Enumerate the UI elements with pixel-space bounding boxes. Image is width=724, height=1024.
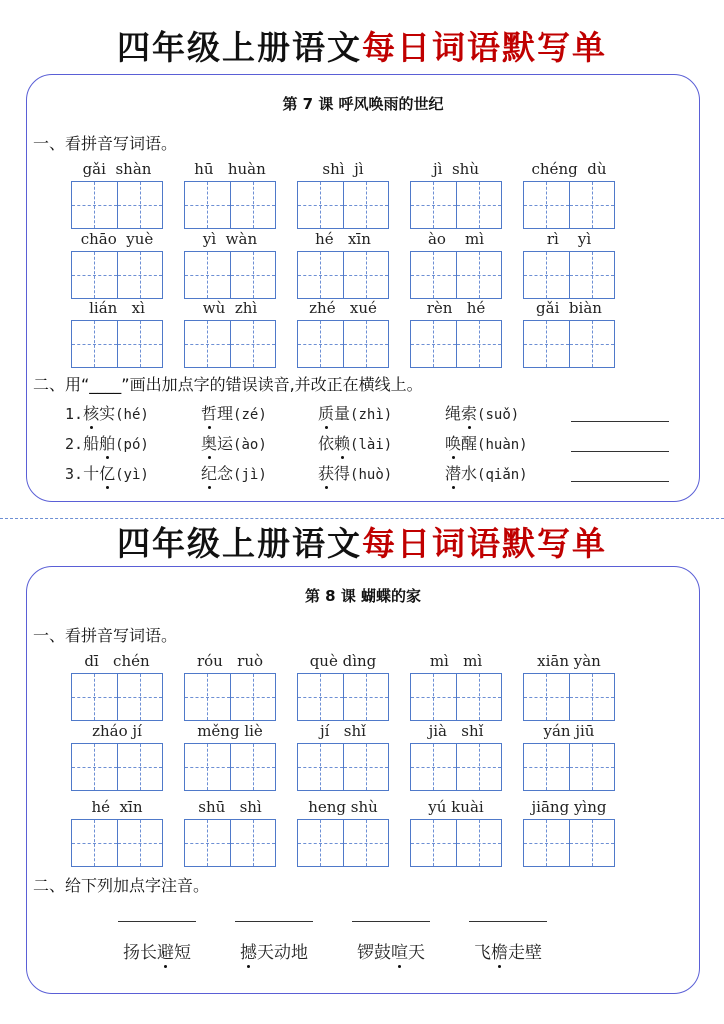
dotted-char: 获 — [318, 461, 334, 484]
pinyin-word[interactable] — [523, 298, 615, 368]
correction-row — [65, 461, 685, 489]
pinyin-word[interactable] — [523, 797, 615, 867]
pinyin-label: wù zhì — [202, 299, 258, 317]
pinyin-label: hū huàn — [194, 160, 266, 178]
idiom-text: 飞檐走壁 — [468, 938, 548, 963]
pinyin-label: yán jiū — [543, 722, 595, 740]
answer-line[interactable] — [235, 921, 313, 922]
writing-grid[interactable] — [410, 181, 502, 229]
writing-grid[interactable] — [297, 181, 389, 229]
pinyin-word[interactable] — [297, 229, 389, 299]
dotted-char: 唤 — [445, 431, 461, 454]
char-box[interactable] — [72, 674, 117, 720]
pinyin-word[interactable] — [184, 651, 276, 721]
writing-grid[interactable] — [410, 819, 502, 867]
dotted-char: 喧 — [391, 938, 408, 963]
char-box[interactable] — [230, 674, 276, 720]
correction-item: 2.船舶(pó) — [65, 431, 149, 454]
pinyin-word[interactable] — [184, 797, 276, 867]
char-box[interactable] — [117, 674, 163, 720]
title-dictation: 每日词语默写单 — [362, 28, 607, 67]
section-pinyin-heading: 一、看拼音写词语。 — [33, 626, 178, 645]
writing-grid[interactable] — [410, 251, 502, 299]
char-box[interactable] — [343, 744, 389, 790]
pinyin-label: jià shǐ — [428, 722, 484, 740]
char-box[interactable] — [117, 182, 163, 228]
char-box[interactable] — [298, 674, 343, 720]
lesson-title: 第 8 课 蝴蝶的家 — [304, 587, 422, 605]
char-box[interactable] — [456, 252, 502, 298]
pinyin-label: chāo yuè — [80, 230, 154, 248]
answer-line[interactable] — [571, 481, 669, 482]
writing-grid[interactable] — [71, 743, 163, 791]
char-box[interactable] — [298, 321, 343, 367]
writing-grid[interactable] — [71, 181, 163, 229]
char-box[interactable] — [411, 744, 456, 790]
char-box[interactable] — [411, 182, 456, 228]
answer-line[interactable] — [118, 921, 196, 922]
pinyin-label: hé xīn — [315, 230, 371, 248]
writing-grid[interactable] — [184, 673, 276, 721]
writing-grid[interactable] — [71, 673, 163, 721]
char-box[interactable] — [230, 321, 276, 367]
writing-grid[interactable] — [410, 673, 502, 721]
correction-item: 获得(huò) — [318, 461, 392, 484]
pinyin-label: dī chén — [84, 652, 150, 670]
correction-item: 质量(zhì) — [318, 401, 392, 424]
pinyin-word[interactable] — [410, 298, 502, 368]
pinyin-word[interactable] — [297, 797, 389, 867]
char-box[interactable] — [411, 321, 456, 367]
pinyin-label: měng liè — [197, 722, 263, 740]
pinyin-label: jí shǐ — [320, 722, 366, 740]
pinyin-word[interactable] — [410, 797, 502, 867]
pinyin-word[interactable] — [71, 298, 163, 368]
pinyin-label: hé xīn — [91, 798, 143, 816]
char-box[interactable] — [185, 820, 230, 866]
char-box[interactable] — [524, 744, 569, 790]
char-box[interactable] — [569, 744, 615, 790]
writing-grid[interactable] — [184, 819, 276, 867]
dotted-char: 檐 — [491, 938, 508, 963]
pinyin-label: jì shù — [432, 160, 479, 178]
pinyin-word[interactable] — [184, 159, 276, 229]
correction-item: 哲理(zé) — [201, 401, 267, 424]
char-box[interactable] — [569, 820, 615, 866]
char-box[interactable] — [72, 820, 117, 866]
pinyin-label: yú kuài — [428, 798, 484, 816]
correction-item: 奥运(ào) — [201, 431, 267, 454]
section-correction-heading: 二、用“____”画出加点字的错误读音,并改正在横线上。 — [33, 375, 423, 394]
worksheet-title — [0, 28, 724, 68]
char-box[interactable] — [230, 820, 276, 866]
lesson-title: 第 7 课 呼风唤雨的世纪 — [282, 95, 444, 113]
writing-grid[interactable] — [523, 743, 615, 791]
char-box[interactable] — [298, 182, 343, 228]
section-annotate-heading: 二、给下列加点字注音。 — [33, 876, 210, 895]
dotted-char: 质 — [318, 401, 334, 424]
correction-item: 潜水(qiǎn) — [445, 461, 528, 484]
char-box[interactable] — [524, 252, 569, 298]
lesson-7-card — [26, 74, 700, 502]
char-box[interactable] — [230, 252, 276, 298]
char-box[interactable] — [456, 321, 502, 367]
writing-grid[interactable] — [297, 320, 389, 368]
char-box[interactable] — [117, 321, 163, 367]
char-box[interactable] — [185, 321, 230, 367]
pinyin-word[interactable] — [523, 651, 615, 721]
title-dictation: 每日词语默写单 — [362, 524, 607, 563]
char-box[interactable] — [569, 674, 615, 720]
pinyin-label: chéng dù — [531, 160, 607, 178]
idiom-text: 撼天动地 — [234, 938, 314, 963]
dotted-char: 哲 — [201, 401, 217, 424]
char-box[interactable] — [72, 744, 117, 790]
pinyin-label: róu ruò — [196, 652, 264, 670]
writing-grid[interactable] — [184, 251, 276, 299]
pinyin-label: heng shù — [308, 798, 378, 816]
writing-grid[interactable] — [523, 320, 615, 368]
char-box[interactable] — [230, 744, 276, 790]
dotted-char: 奥 — [201, 431, 217, 454]
correction-row — [65, 401, 685, 429]
dotted-char: 避 — [157, 938, 174, 963]
dotted-char: 核 — [83, 401, 99, 424]
char-box[interactable] — [117, 820, 163, 866]
pinyin-word[interactable] — [71, 721, 163, 791]
dotted-char: 纪 — [201, 461, 217, 484]
pinyin-label: zháo jí — [92, 722, 142, 740]
writing-grid[interactable] — [184, 181, 276, 229]
char-box[interactable] — [569, 182, 615, 228]
writing-grid[interactable] — [297, 819, 389, 867]
cut-divider — [0, 518, 724, 519]
char-box[interactable] — [185, 674, 230, 720]
char-box[interactable] — [185, 744, 230, 790]
correction-item: 纪念(jì) — [201, 461, 267, 484]
char-box[interactable] — [72, 252, 117, 298]
char-box[interactable] — [524, 674, 569, 720]
title-grade: 四年级上册语文 — [117, 524, 362, 563]
correction-item: 依赖(lài) — [318, 431, 392, 454]
writing-grid[interactable] — [523, 181, 615, 229]
char-box[interactable] — [524, 321, 569, 367]
correction-item: 1.核实(hé) — [65, 401, 149, 424]
writing-grid[interactable] — [71, 819, 163, 867]
writing-grid[interactable] — [410, 320, 502, 368]
pinyin-label: rì yì — [546, 230, 592, 248]
char-box[interactable] — [185, 182, 230, 228]
writing-grid[interactable] — [71, 320, 163, 368]
char-box[interactable] — [343, 182, 389, 228]
writing-grid[interactable] — [184, 320, 276, 368]
answer-line[interactable] — [571, 421, 669, 422]
char-box[interactable] — [72, 321, 117, 367]
section-pinyin-heading: 一、看拼音写词语。 — [33, 134, 178, 153]
char-box[interactable] — [456, 674, 502, 720]
char-box[interactable] — [117, 744, 163, 790]
pinyin-word[interactable] — [71, 159, 163, 229]
idiom-item — [351, 921, 431, 963]
char-box[interactable] — [298, 820, 343, 866]
pinyin-label: lián xì — [89, 299, 145, 317]
pinyin-word[interactable] — [184, 721, 276, 791]
pinyin-word[interactable] — [297, 298, 389, 368]
dotted-char: 潜 — [445, 461, 461, 484]
char-box[interactable] — [411, 674, 456, 720]
pinyin-label: jiāng yìng — [531, 798, 607, 816]
idiom-item — [468, 921, 548, 963]
idiom-item — [117, 921, 197, 963]
pinyin-word[interactable] — [71, 797, 163, 867]
char-box[interactable] — [411, 820, 456, 866]
answer-line[interactable] — [352, 921, 430, 922]
correction-item: 唤醒(huàn) — [445, 431, 528, 454]
char-box[interactable] — [456, 182, 502, 228]
pinyin-label: shū shì — [198, 798, 262, 816]
pinyin-label: gǎi shàn — [82, 160, 152, 178]
pinyin-word[interactable] — [297, 651, 389, 721]
pinyin-label: què dìng — [309, 652, 377, 670]
correction-row — [65, 431, 685, 459]
char-box[interactable] — [343, 321, 389, 367]
pinyin-word[interactable] — [523, 159, 615, 229]
pinyin-label: gǎi biàn — [536, 299, 602, 317]
pinyin-word[interactable] — [410, 651, 502, 721]
pinyin-label: yì wàn — [202, 230, 258, 248]
pinyin-word[interactable] — [297, 159, 389, 229]
idiom-text: 扬长避短 — [117, 938, 197, 963]
answer-line[interactable] — [469, 921, 547, 922]
writing-grid[interactable] — [297, 743, 389, 791]
char-box[interactable] — [456, 820, 502, 866]
pinyin-label: rèn hé — [426, 299, 486, 317]
pinyin-word[interactable] — [184, 298, 276, 368]
char-box[interactable] — [230, 182, 276, 228]
writing-grid[interactable] — [523, 251, 615, 299]
char-box[interactable] — [298, 744, 343, 790]
char-box[interactable] — [411, 252, 456, 298]
pinyin-word[interactable] — [523, 721, 615, 791]
char-box[interactable] — [569, 321, 615, 367]
writing-grid[interactable] — [410, 743, 502, 791]
writing-grid[interactable] — [71, 251, 163, 299]
char-box[interactable] — [456, 744, 502, 790]
pinyin-word[interactable] — [71, 229, 163, 299]
dotted-char: 赖 — [334, 431, 350, 454]
writing-grid[interactable] — [523, 673, 615, 721]
char-box[interactable] — [185, 252, 230, 298]
title-grade: 四年级上册语文 — [117, 28, 362, 67]
dotted-char: 舶 — [99, 431, 115, 454]
pinyin-label: zhé xué — [309, 299, 377, 317]
pinyin-word[interactable] — [523, 229, 615, 299]
pinyin-word[interactable] — [410, 721, 502, 791]
char-box[interactable] — [117, 252, 163, 298]
pinyin-label: mì mì — [429, 652, 483, 670]
pinyin-word[interactable] — [297, 721, 389, 791]
pinyin-word[interactable] — [71, 651, 163, 721]
char-box[interactable] — [343, 674, 389, 720]
idiom-item — [234, 921, 314, 963]
pinyin-label: xiān yàn — [537, 652, 601, 670]
pinyin-word[interactable] — [410, 159, 502, 229]
lesson-8-card — [26, 566, 700, 994]
char-box[interactable] — [569, 252, 615, 298]
idiom-text: 锣鼓喧天 — [351, 938, 431, 963]
pinyin-word[interactable] — [410, 229, 502, 299]
writing-grid[interactable] — [297, 251, 389, 299]
correction-item: 绳索(suǒ) — [445, 401, 519, 424]
pinyin-label: shì jì — [322, 160, 364, 178]
writing-grid[interactable] — [523, 819, 615, 867]
char-box[interactable] — [72, 182, 117, 228]
char-box[interactable] — [343, 252, 389, 298]
dotted-char: 索 — [461, 401, 477, 424]
correction-item: 3.十亿(yì) — [65, 461, 149, 484]
worksheet-title — [0, 524, 724, 564]
answer-line[interactable] — [571, 451, 669, 452]
char-box[interactable] — [524, 182, 569, 228]
pinyin-label: ào mì — [427, 230, 485, 248]
dotted-char: 亿 — [99, 461, 115, 484]
dotted-char: 撼 — [240, 938, 257, 963]
char-box[interactable] — [298, 252, 343, 298]
pinyin-word[interactable] — [184, 229, 276, 299]
writing-grid[interactable] — [297, 673, 389, 721]
char-box[interactable] — [524, 820, 569, 866]
writing-grid[interactable] — [184, 743, 276, 791]
char-box[interactable] — [343, 820, 389, 866]
